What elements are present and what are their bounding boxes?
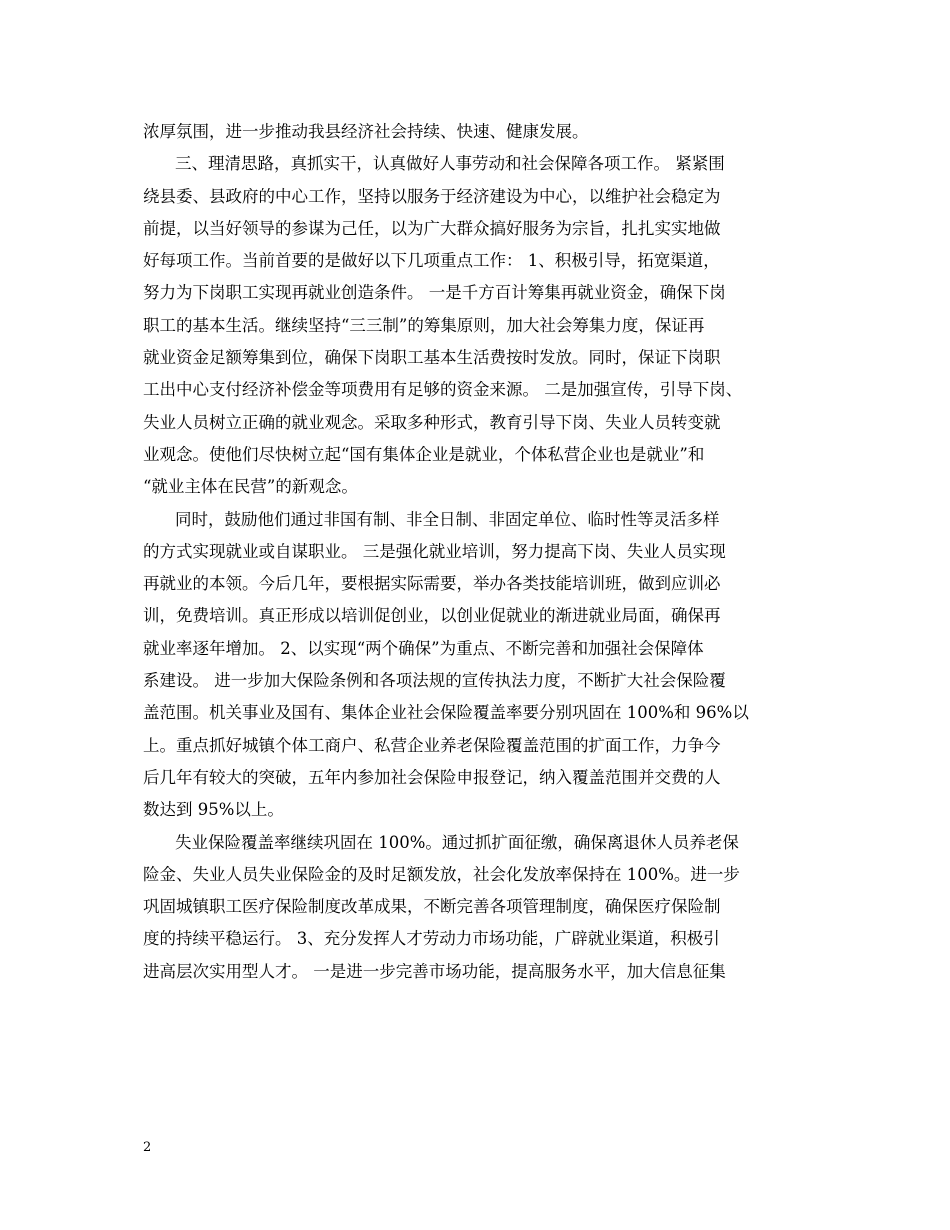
text-line: “就业主体在民营”的新观念。: [143, 477, 358, 497]
text-line: 职工的基本生活。继续坚持“三三制”的筹集原则，加大社会筹集力度，保证再: [143, 315, 705, 335]
text-line: 进高层次实用型人才。 一是进一步完善市场功能，提高服务水平，加大信息征集: [143, 961, 726, 981]
body-text: [143, 116, 815, 988]
text-line: 就业率逐年增加。 2、以实现“两个确保”为重点、不断完善和加强社会保障体: [143, 638, 704, 658]
text-line: 盖范围。机关事业及国有、集体企业社会保险覆盖率要分别巩固在 100%和 96%以: [143, 703, 749, 723]
text-line: 训，免费培训。真正形成以培训促创业，以创业促就业的渐进就业局面，确保再: [143, 606, 721, 626]
text-line: 浓厚氛围，进一步推动我县经济社会持续、快速、健康发展。: [143, 122, 589, 141]
text-line: 绕县委、县政府的中心工作，坚持以服务于经济建设为中心，以维护社会稳定为: [143, 186, 721, 206]
text-line: 失业人员树立正确的就业观念。采取多种形式，教育引导下岗、失业人员转变就: [143, 412, 721, 432]
text-line: 数达到 95%以上。: [143, 800, 284, 820]
text-line: 巩固城镇职工医疗保险制度改革成果，不断完善各项管理制度，确保医疗保险制: [143, 897, 721, 917]
text-line: 工出中心支付经济补偿金等项费用有足够的资金来源。 二是加强宣传，引导下岗、: [143, 380, 743, 400]
text-line: 前提，以当好领导的参谋为己任，以为广大群众搞好服务为宗旨，扎扎实实地做: [143, 218, 721, 238]
text-line: 失业保险覆盖率继续巩固在 100%。通过抓扩面征缴，确保离退休人员养老保: [175, 832, 739, 852]
page-number: 2: [143, 1140, 152, 1155]
text-line: 险金、失业人员失业保险金的及时足额发放，社会化发放率保持在 100%。进一步: [143, 864, 740, 884]
text-line: 好每项工作。当前首要的是做好以下几项重点工作： 1、积极引导，拓宽渠道，: [143, 251, 720, 271]
text-line: 再就业的本领。今后几年，要根据实际需要，举办各类技能培训班，做到应训必: [143, 574, 721, 594]
text-line: 同时，鼓励他们通过非国有制、非全日制、非固定单位、临时性等灵活多样: [175, 509, 720, 529]
text-line: 上。重点抓好城镇个体工商户、私营企业养老保险覆盖范围的扩面工作，力争今: [143, 735, 721, 755]
text-line: 后几年有较大的突破，五年内参加社会保险申报登记，纳入覆盖范围并交费的人: [143, 767, 721, 787]
text-line: 努力为下岗职工实现再就业创造条件。 一是千方百计筹集再就业资金，确保下岗: [143, 283, 726, 303]
text-line: 系建设。 进一步加大保险条例和各项法规的宣传执法力度，不断扩大社会保险覆: [143, 671, 726, 691]
text-line: 业观念。使他们尽快树立起“国有集体企业是就业，个体私营企业也是就业”和: [143, 444, 705, 464]
text-line: 三、理清思路，真抓实干，认真做好人事劳动和社会保障各项工作。 紧紧围: [175, 154, 725, 174]
text-line: 度的持续平稳运行。 3、充分发挥人才劳动力市场功能，广辟就业渠道，积极引: [143, 929, 720, 949]
text-line: 的方式实现就业或自谋职业。 三是强化就业培训，努力提高下岗、失业人员实现: [143, 541, 726, 561]
text-line: 就业资金足额筹集到位，确保下岗职工基本生活费按时发放。同时，保证下岗职: [143, 348, 721, 368]
